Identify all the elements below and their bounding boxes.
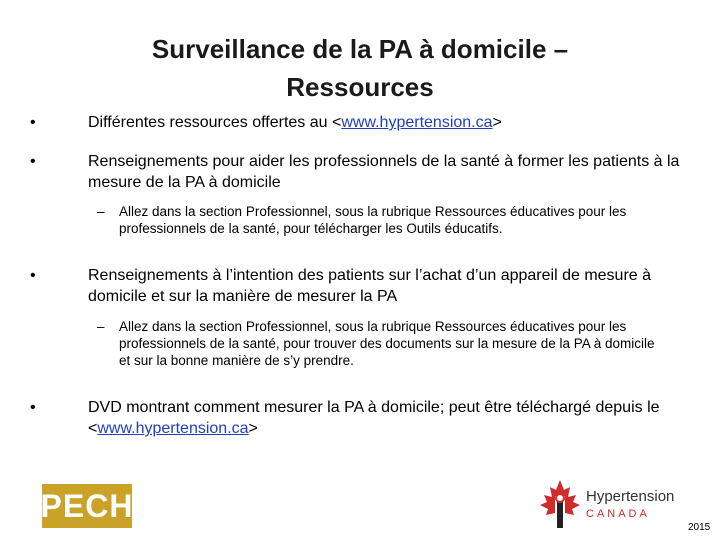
hypertension-logo-canada: CANADA	[586, 508, 650, 520]
bullet-1-text-after: >	[492, 114, 502, 131]
hypertension-logo-name: Hypertension	[586, 488, 675, 505]
bullet-2-text: Renseignements pour aider les professionnels de la santé à former les patients à la mesure de la PA à domicile	[88, 153, 680, 191]
year-label: 2015	[688, 522, 711, 533]
bullet-4-text	[88, 397, 698, 439]
maple-leaf-icon	[536, 478, 584, 532]
sub-bullet-3-text: Allez dans la section Professionnel, sous la rubrique Ressources éducatives pour les professionnels de la santé, pour trouver des documents sur la mesure de la PA à domicile et sur la bonne manière de s’y prendre.	[119, 319, 655, 368]
slide-title-line1: Surveillance de la PA à domicile –	[151, 34, 569, 64]
pech-logo	[42, 484, 132, 528]
bullet-1-text-before: Différentes ressources offertes au <	[88, 114, 342, 131]
sub-bullet-marker: –	[97, 319, 105, 334]
bullet-3-text: Renseignements à l’intention des patients sur l’achat d’un appareil de mesure à domicile et sur la manière de mesurer la PA	[88, 267, 652, 305]
slide-title-line2: Ressources	[286, 72, 434, 102]
bullet-marker: •	[30, 399, 36, 416]
hypertension-link[interactable]: www.hypertension.ca	[341, 114, 493, 131]
bullet-4-text-before: DVD montrant comment mesurer la PA à domicile; peut être téléchargé depuis le <	[88, 399, 660, 437]
bullet-marker: •	[30, 114, 36, 131]
bullet-1-text	[88, 112, 698, 133]
bullet-4-text-after: >	[248, 420, 258, 437]
sub-bullet-2-text: Allez dans la section Professionnel, sous la rubrique Ressources éducatives pour les professionnels de la santé, pour télécharger les Outils éducatifs.	[119, 204, 627, 236]
sub-bullet-marker: –	[97, 204, 105, 219]
hypertension-link[interactable]: www.hypertension.ca	[97, 420, 249, 437]
bullet-marker: •	[30, 153, 36, 170]
hypertension-canada-logo	[536, 478, 696, 532]
pech-logo-text: PECH	[40, 487, 134, 524]
bullet-marker: •	[30, 267, 36, 284]
slide-title	[80, 30, 640, 106]
